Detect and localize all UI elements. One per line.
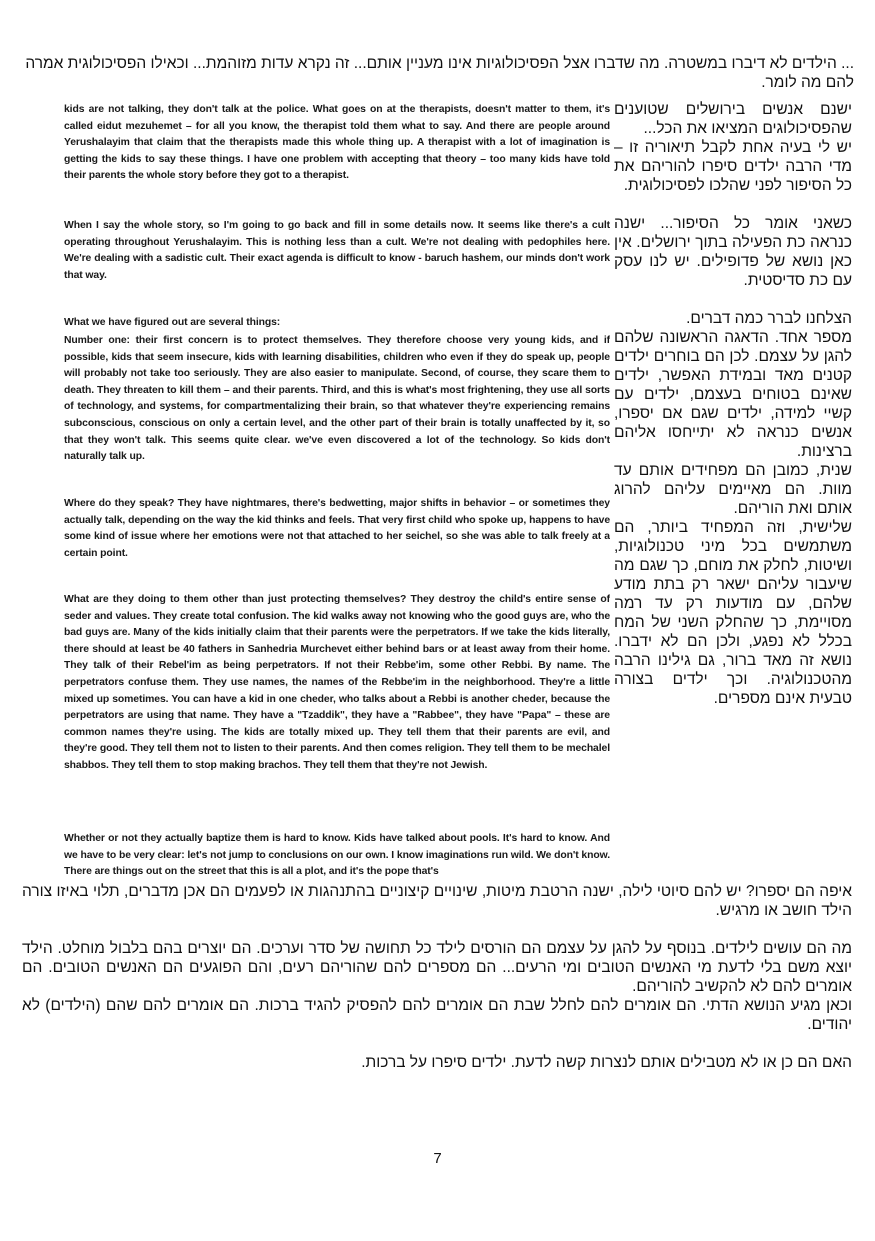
page-number: 7 bbox=[433, 1150, 442, 1167]
hebrew-paragraph-7: שלישית, וזה המפחיד ביותר, הם משתמשים בכל מיני טכנולוגיות, ושיטות, לחלק את מוחם, כך שגם מה שיעבור עליהם ישאר רק בתת מודע שלהם, עם מודעות רק עד רמה מסויימת, כך שהחלק השני של המח בכלל לא נפגע, ולכן הם לא ידברו. נושא זה מאד ברור, גם גילינו הרבה מהטכנולוגיה. וכך ילדים בצורה טבעית אינם מספרים. bbox=[614, 519, 852, 707]
english-paragraph-5: What are they doing to them other than just protecting themselves? They destroy the child's entire sense of seder and values. They create total confusion. The kid walks away not knowing who the good guys are, who the bad guys are. Many of the kids initially claim that their parents were the perpetrators. If we take the kids literally, there should at least be 40 fathers in Sanhedria Murchevet either behind bars or at least away from their home. They talk of their Rebel'im as being perpetrators. If not their Rebbe'im, some other Rebbi. By name. The perpetrators confuse them. They use names, the names of the Rebbe'im in the neighborhood. They're a little mixed up sometimes. You can have a kid in one cheder, who talks about a Rebbi is another cheder, because the perpetrators are using that name. They have a "Tzaddik", they have a "Rabbee", they have "Papa" – these are common names they're using. The kids are totally mixed up. They tell them that their parents are evil, and they're good. They tell them not to listen to their parents. And then comes religion. They tell them to be mechalel shabbos. They tell them to stop making brachos. They tell them that they're not Jewish. bbox=[64, 594, 610, 771]
hebrew-bottom-section bbox=[22, 882, 852, 1072]
english-paragraph-1: kids are not talking, they don't talk at the police. What goes on at the therapists, doesn't matter to them, it's called eidut mezuhemet – for all you know, the therapist told them what to say. And there are people around Yerushalayim that claim that the therapists made this whole thing up. A therapist with a lot of imagination is getting the kids to say these things. I have one problem with accepting that theory – too many kids have told their parents the whole story before they got to a therapist. bbox=[64, 104, 610, 182]
bottom-paragraph-2: מה הם עושים לילדים. בנוסף על להגן על עצמם הם הורסים לילד כל תחושה של סדר וערכים. הם יוצרים בהם בלבול מוחלט. הילד יוצא משם בלי לדעת מי האנשים הטובים ומי הרעים... הם מספרים להם שהוריהם רעים, והם הפוגעים הם האנשים הטובים. הם אומרים להם לא להקשיב להוריהם. bbox=[22, 940, 852, 995]
intro-paragraph: ... הילדים לא דיברו במשטרה. מה שדברו אצל הפסיכולוגיות אינו מעניין אותם... זה נקרא עדות מזוהמת... וכאילו הפסיכולוגית אמרה להם מה לומר. bbox=[25, 55, 854, 91]
bottom-paragraph-1: איפה הם יספרו? יש להם סיוטי לילה, ישנה הרטבת מיטות, שינויים קיצוניים בהתנהגות או לפעמים הם אכן מדברים, תלוי באיזו צורה הילד חושב או מרגיש. bbox=[22, 883, 852, 919]
hebrew-translation-column bbox=[614, 100, 852, 708]
english-paragraph-6: Whether or not they actually baptize them is hard to know. Kids have talked about pools. It's hard to know. And we have to be very clear: let's not jump to conclusions on our own. I know imaginations run wild. We don't know. There are things out on the street that this is all a plot, and it's the pope that's bbox=[64, 833, 610, 878]
bottom-paragraph-3: וכאן מגיע הנושא הדתי. הם אומרים להם לחלל שבת הם אומרים להם להפסיק להגיד ברכות. הם אומרים להם שהם (הילדים) לא יהודים. bbox=[22, 997, 852, 1033]
hebrew-paragraph-4: הצלחנו לברר כמה דברים. bbox=[686, 310, 852, 327]
bottom-paragraph-4: האם הם כן או לא מטבילים אותם לנצרות קשה לדעת. ילדים סיפרו על ברכות. bbox=[361, 1054, 852, 1071]
hebrew-paragraph-5: מספר אחד. הדאגה הראשונה שלהם להגן על עצמם. לכן הם בוחרים ילדים קטנים מאד ובמידת האפשר, ילדים שאינם בטוחים בעצמם, ילדים עם קשיי למידה, ילדים שגם אם יספרו, אנשים כנראה לא יתייחסו אליהם ברצינות. bbox=[614, 329, 852, 460]
english-paragraph-4: Where do they speak? They have nightmares, there's bedwetting, major shifts in behavior – or sometimes they actually talk, depending on the way the kid thinks and feels. That very first child who spoke up, happens to have some kind of issue where her emotions were not that attached to her seichel, so she was able to talk freely at a certain point. bbox=[64, 498, 610, 559]
english-paragraph-3-heading: What we have figured out are several things: bbox=[64, 317, 281, 328]
scanned-english-excerpt bbox=[58, 100, 610, 890]
english-paragraph-3: Number one: their first concern is to protect themselves. They therefore choose very young kids, and if possible, kids that seem insecure, kids with learning disabilities, children who even if they do speak up, people will probably not take too seriously. They are also easier to manipulate. Second, of course, they scare them to death. They threaten to kill them – and their parents. Third, and this is what's most frightening, they use all sorts of technology, and systems, for compartmentalizing their brain, so that whatever they're experiencing remains subconscious, conscious on only a certain level, and the other part of their brain is totally unaffected by it, so that they won't talk. This seems quite clear. we've even discovered a lot of the technology. So kids don't naturally talk up. bbox=[64, 335, 610, 463]
hebrew-paragraph-3: כשאני אומר כל הסיפור... ישנה כנראה כת הפעילה בתוך ירושלים. אין כאן נושא של פדופילים. יש לנו עסק עם כת סדיסטית. bbox=[614, 215, 852, 289]
hebrew-paragraph-6: שנית, כמובן הם מפחידים אותם עד מוות. הם מאיימים עליהם להרוג אותם ואת הוריהם. bbox=[614, 462, 852, 517]
hebrew-paragraph-1: ישנם אנשים בירושלים שטוענים שהפסיכולוגים המציאו את הכל... bbox=[614, 101, 852, 137]
hebrew-paragraph-2: יש לי בעיה אחת לקבל תיאוריה זו – מדי הרבה ילדים סיפרו להוריהם את כל הסיפור לפני שהלכו לפסיכולוגית. bbox=[614, 139, 852, 194]
english-paragraph-2: When I say the whole story, so I'm going to go back and fill in some details now. It seems like there's a cult operating throughout Yerushalayim. This is nothing less than a cult. We're not dealing with pedophiles here. We're dealing with a sadistic cult. Their exact agenda is difficult to know - baruch hashem, our minds don't work that way. bbox=[64, 220, 610, 281]
